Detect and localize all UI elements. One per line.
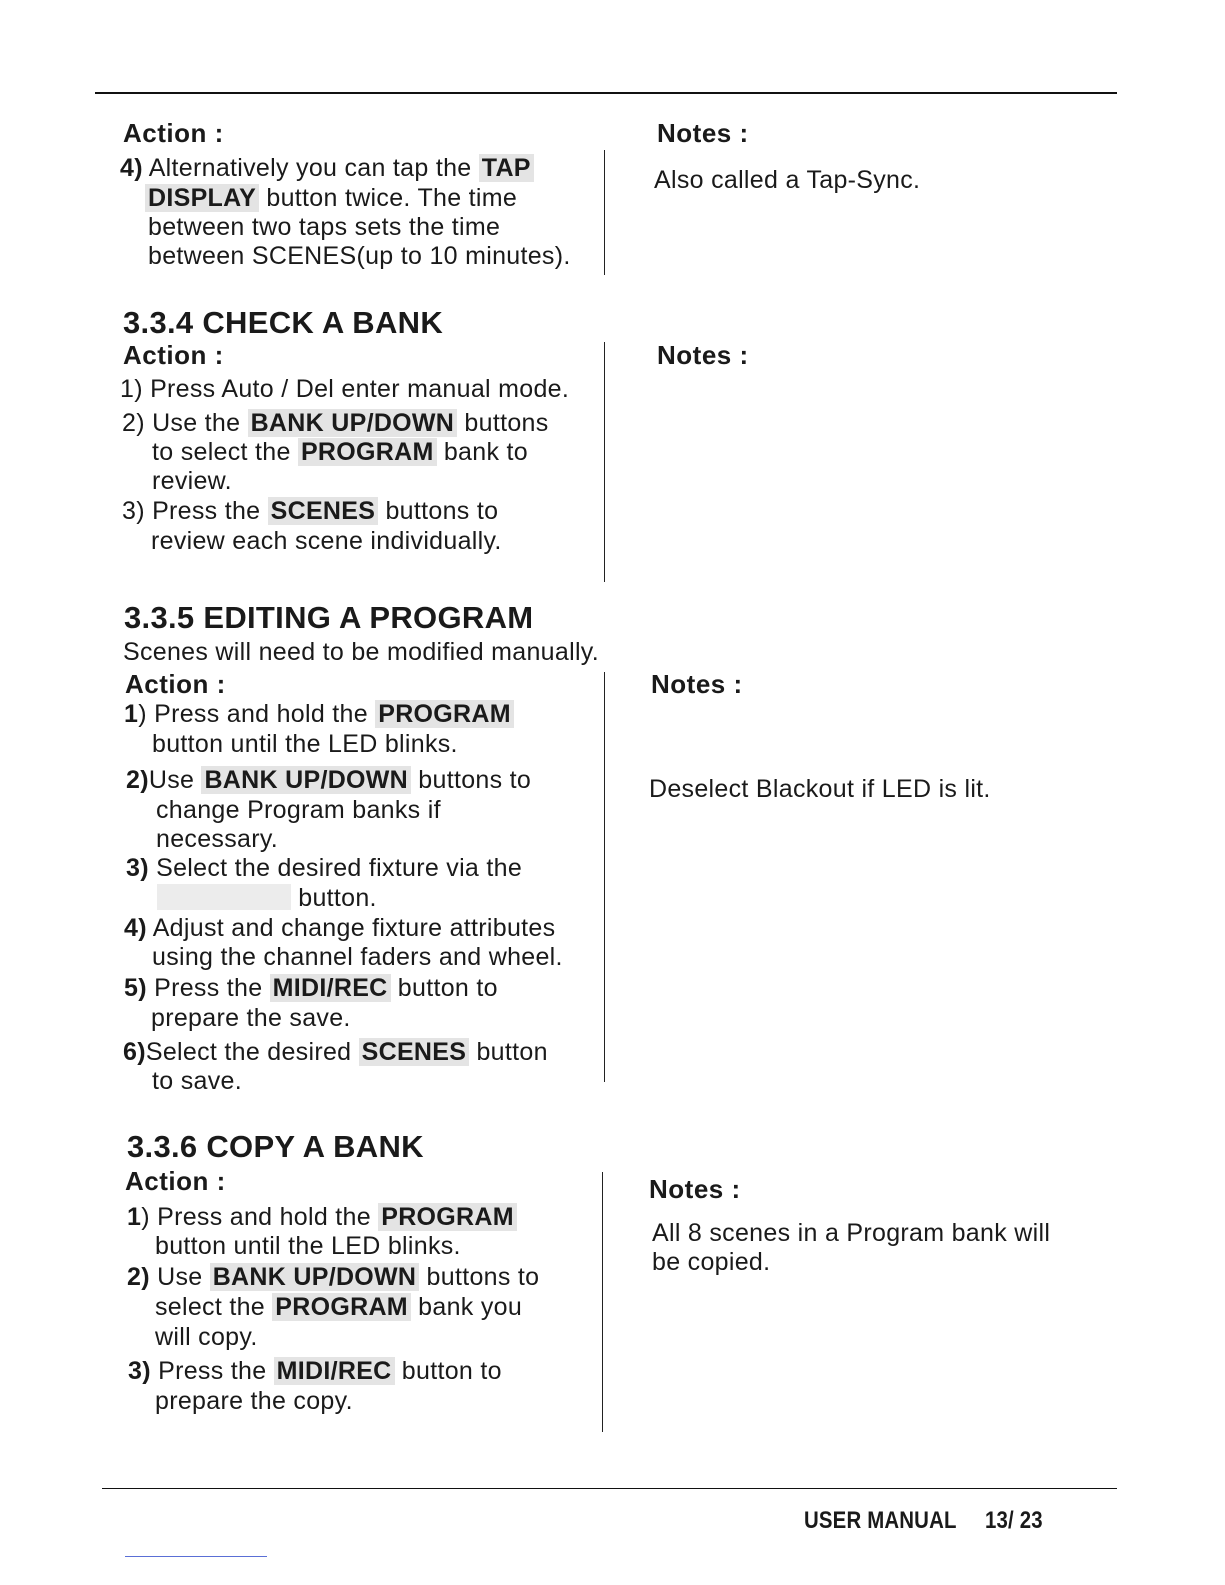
- step-text: button until the LED blinks.: [152, 730, 458, 758]
- column-divider: [604, 150, 605, 275]
- step-text: 4) Alternatively you can tap the TAP: [120, 153, 534, 183]
- step-text: between two taps sets the time: [148, 213, 501, 241]
- step-text: 3) Press the SCENES buttons to: [122, 497, 499, 525]
- blank-button-label: [157, 884, 291, 910]
- step-text: review each scene individually.: [151, 527, 502, 555]
- action-label: Action :: [125, 669, 226, 699]
- step-text: DISPLAY button twice. The time: [145, 183, 517, 213]
- intro-text: Scenes will need to be modified manually.: [123, 638, 599, 666]
- action-label: Action :: [123, 340, 224, 370]
- note-text: All 8 scenes in a Program bank will: [652, 1219, 1051, 1247]
- section-heading: 3.3.5 EDITING A PROGRAM: [124, 600, 534, 635]
- action-label: Action :: [125, 1166, 226, 1196]
- step-text: prepare the save.: [151, 1004, 351, 1032]
- notes-label: Notes :: [657, 340, 749, 370]
- step-text: change Program banks if: [156, 796, 441, 824]
- notes-label: Notes :: [657, 118, 749, 148]
- note-text: Deselect Blackout if LED is lit.: [649, 775, 991, 803]
- header-rule: [95, 92, 1117, 94]
- step-text: 1) Press Auto / Del enter manual mode.: [120, 375, 570, 403]
- step-text: 3) Select the desired fixture via the: [126, 854, 523, 882]
- notes-label: Notes :: [651, 669, 743, 699]
- step-text: 3) Press the MIDI/REC button to: [128, 1357, 502, 1385]
- step-text: necessary.: [156, 825, 279, 853]
- step-text: 2)Use BANK UP/DOWN buttons to: [126, 766, 532, 794]
- column-divider: [604, 342, 605, 582]
- step-text: to save.: [152, 1067, 242, 1095]
- step-text: button until the LED blinks.: [155, 1232, 461, 1260]
- column-divider: [602, 1172, 603, 1432]
- note-text: Also called a Tap-Sync.: [654, 166, 921, 194]
- step-text: button.: [157, 883, 377, 913]
- section-heading: 3.3.4 CHECK A BANK: [123, 305, 444, 340]
- note-text: be copied.: [652, 1248, 771, 1276]
- step-text: using the channel faders and wheel.: [152, 943, 563, 971]
- column-divider: [604, 672, 605, 1082]
- footer-manual-label: USER MANUAL: [804, 1507, 957, 1534]
- section-heading: 3.3.6 COPY A BANK: [127, 1129, 424, 1164]
- step-text: 6)Select the desired SCENES button: [123, 1038, 548, 1066]
- step-text: 5) Press the MIDI/REC button to: [124, 974, 498, 1002]
- step-text: will copy.: [155, 1323, 258, 1351]
- step-text: 1) Press and hold the PROGRAM: [124, 699, 514, 729]
- action-label: Action :: [123, 118, 224, 148]
- step-text: 4) Adjust and change fixture attributes: [124, 914, 556, 942]
- step-text: select the PROGRAM bank you: [155, 1293, 523, 1321]
- footer-rule: [102, 1488, 1117, 1489]
- step-text: 2) Use the BANK UP/DOWN buttons: [122, 409, 549, 437]
- page-number: 13/ 23: [985, 1507, 1043, 1534]
- step-text: 2) Use BANK UP/DOWN buttons to: [127, 1263, 540, 1291]
- step-text: between SCENES(up to 10 minutes).: [148, 242, 571, 270]
- step-text: 1) Press and hold the PROGRAM: [127, 1202, 517, 1232]
- footer-underline: [125, 1556, 267, 1557]
- step-text: prepare the copy.: [155, 1387, 353, 1415]
- step-text: to select the PROGRAM bank to: [152, 438, 528, 466]
- step-text: review.: [152, 467, 232, 495]
- notes-label: Notes :: [649, 1174, 741, 1204]
